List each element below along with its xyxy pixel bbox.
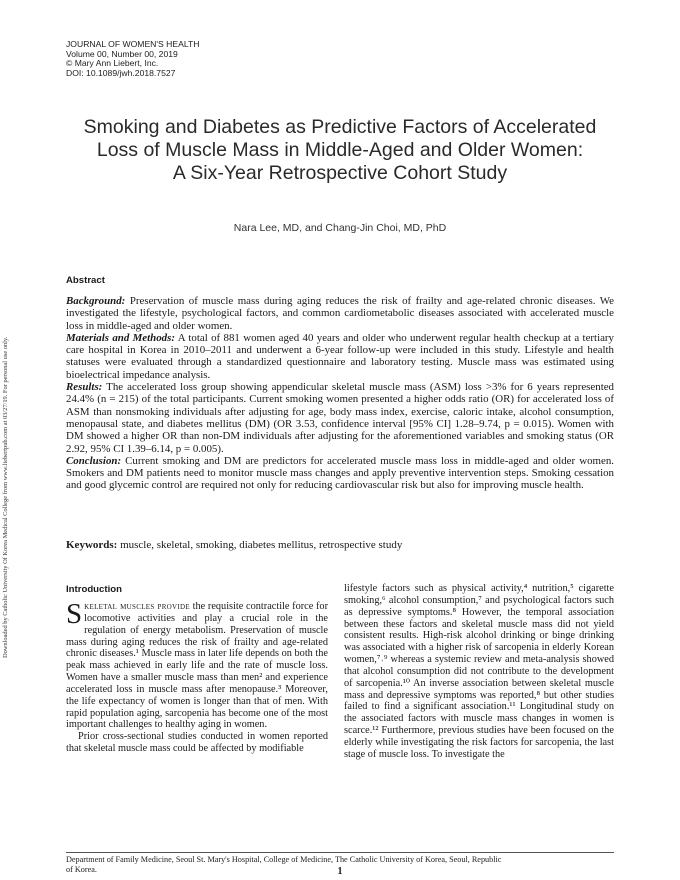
abstract-heading: Abstract <box>66 275 105 286</box>
abstract-body <box>66 295 614 492</box>
methods-label: Materials and Methods: <box>66 331 175 344</box>
abstract-results <box>66 381 614 455</box>
title-line-1: Smoking and Diabetes as Predictive Factors of Accelerated <box>83 116 597 138</box>
intro-column-left <box>66 598 328 755</box>
keywords <box>66 539 614 551</box>
journal-header <box>66 40 199 78</box>
title-line-3: A Six-Year Retrospective Cohort Study <box>172 162 508 184</box>
journal-copyright: © Mary Ann Liebert, Inc. <box>66 58 159 69</box>
journal-volume: Volume 00, Number 00, 2019 <box>66 48 178 59</box>
keywords-label: Keywords: <box>66 539 118 551</box>
results-text: The accelerated loss group showing appendicular skeletal muscle mass (ASM) loss >3% for 6 years represented 24.4% (n = 215) of the total participants. Current smoking women presented a higher odds ratio (OR) for accelerated loss of ASM than nonsmoking individuals after adjusting for age, body mass index, exercise, caloric intake, alcohol consumption, menopausal state, and diabetes mellitus (DM) (OR 3.53, confidence interval [95% CI] 1.28–9.74, p = 0.015). Women with DM showed a higher OR than non-DM individuals after adjusting for the aforementioned variables and smoking status (OR 2.92, 95% CI 1.39–6.14, p = 0.005). <box>66 381 614 455</box>
title-line-2: Loss of Muscle Mass in Middle-Aged and Older Women: <box>96 139 584 161</box>
page-number: 1 <box>337 866 343 877</box>
journal-name: JOURNAL OF WOMEN'S HEALTH <box>66 39 200 49</box>
intro-paragraph-3: lifestyle factors such as physical activity,⁴ nutrition,⁵ cigarette smoking,⁶ alcohol consumption,⁷ and psychological factors such as depressive symptoms.⁸ However, the temporal association between these factors and skeletal muscle mass did not yield consistent results. High-risk alcohol drinking or binge drinking was associated with a higher risk of sarcopenia in elderly Korean women,⁷˒⁹ whereas a systemic review and meta-analysis showed that alcohol consumption did not contribute to the development of sarcopenia.¹⁰ An inverse association between skeletal muscle mass and depressive symptoms was reported,⁸ but other studies failed to find a significant association.¹¹ Longitudinal study on the associated factors with muscle mass changes in women is scarce.¹² Furthermore, previous studies have been focused on the elderly while investigating the risk factors for sarcopenia, the last stage of muscle loss. To investigate the <box>344 583 614 760</box>
journal-doi[interactable]: DOI: 10.1089/jwh.2018.7527 <box>66 67 176 78</box>
background-label: Background: <box>66 295 126 307</box>
footnote-line-2: of Korea. <box>66 864 97 874</box>
footnote-divider <box>66 852 614 853</box>
article-title <box>40 116 640 185</box>
intro-paragraph-1 <box>66 598 328 731</box>
intro-paragraph-2: Prior cross-sectional studies conducted in women reported that skeletal muscle mass could be affected by modifiable <box>66 731 328 755</box>
authors: Nara Lee, MD, and Chang-Jin Choi, MD, PhD <box>233 222 447 234</box>
abstract-methods <box>66 332 614 381</box>
abstract-background <box>66 295 614 332</box>
conclusion-text: Current smoking and DM are predictors for accelerated muscle mass loss in middle-aged and older women. Smokers and DM patients need to monitor muscle mass changes and apply preventive intervention steps. Smoking cessation and good glycemic control are required not only for reducing cardiovascular risk but also for improving muscle health. <box>66 454 614 492</box>
intro-column-right <box>344 583 614 761</box>
results-label: Results: <box>66 381 103 394</box>
footnote-line-1: Department of Family Medicine, Seoul St. Mary's Hospital, College of Medicine, The Catholic University of Korea, Seoul, Republic <box>66 855 502 864</box>
keywords-text: muscle, skeletal, smoking, diabetes mellitus, retrospective study <box>120 539 403 551</box>
methods-text: A total of 881 women aged 40 years and older who underwent regular health checkup at a tertiary care hospital in Korea in 2010–2011 and underwent a 6-year follow-up were included in this study. Lifestyle and health statuses were evaluated through a standardized questionnaire and laboratory testing. Muscle mass was estimated using bioelectrical impedance analysis. <box>66 331 614 381</box>
conclusion-label: Conclusion: <box>66 454 122 467</box>
introduction-heading: Introduction <box>66 584 122 595</box>
background-text: Preservation of muscle mass during aging reduces the risk of frailty and age-related chronic diseases. We investigated the lifestyle, psychological factors, and common cardiometabolic diseases associated with accelerated muscle loss in middle-aged and older women. <box>66 295 614 332</box>
intro-smallcaps: keletal muscles provide <box>84 601 190 612</box>
abstract-conclusion <box>66 455 614 492</box>
intro-p1-text: the requisite contractile force for locomotive activities and play a crucial role in the regulation of energy metabolism. Preservation of muscle mass during aging reduces the risk of frailty and age-related chronic diseases.¹ Muscle mass in later life depends on both the peak mass achieved in early life and the rate of muscle loss. Women have a smaller muscle mass than men² and experience accelerated loss in muscle mass after menopause.³ Moreover, the life expectancy of women is longer than that of men. With rapid population aging, sarcopenia has become one of the most important challenges to healthy aging in women. <box>66 601 328 731</box>
dropcap: S <box>66 598 83 630</box>
download-watermark: Downloaded by Catholic University Of Korea Medical College from www.liebertpub.com at 03/27/19. For personal use only. <box>2 336 9 658</box>
